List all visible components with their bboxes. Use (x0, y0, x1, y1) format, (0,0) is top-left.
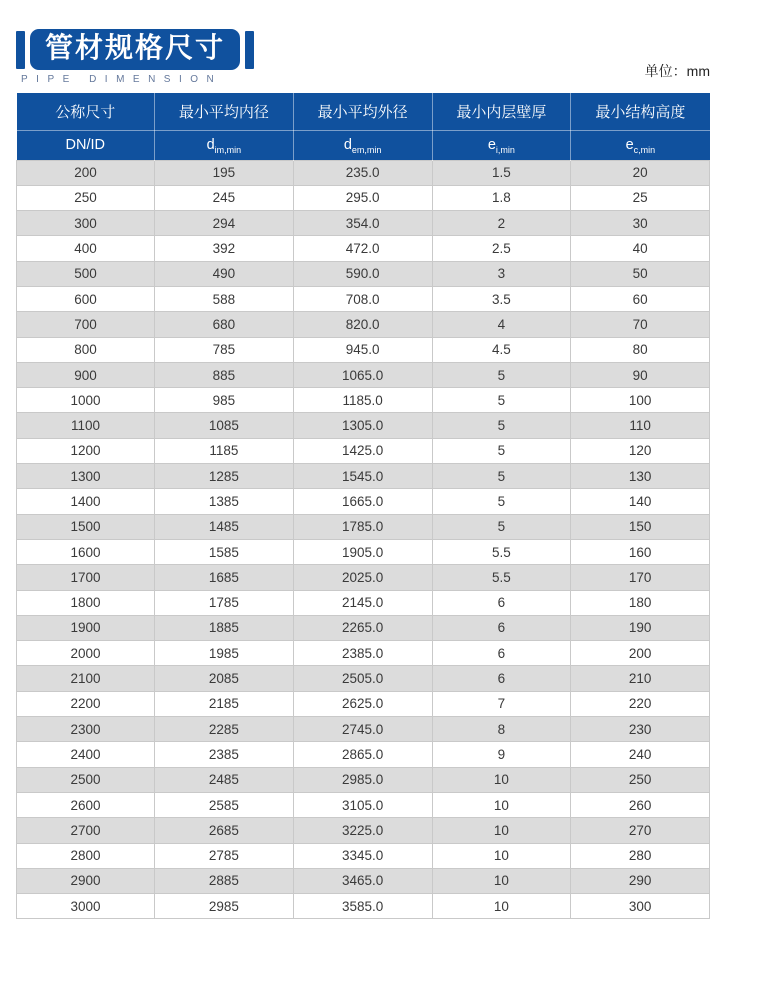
table-cell: 250 (17, 185, 155, 210)
table-cell: 1185 (155, 438, 294, 463)
table-row (17, 211, 710, 236)
table-row (17, 767, 710, 792)
table-row (17, 438, 710, 463)
table-cell: 150 (571, 514, 710, 539)
table-cell: 6 (432, 590, 571, 615)
table-cell: 1585 (155, 539, 294, 564)
table-cell: 2025.0 (293, 565, 432, 590)
table-cell: 2500 (17, 767, 155, 792)
table-cell: 170 (571, 565, 710, 590)
table-cell: 985 (155, 388, 294, 413)
table-cell: 294 (155, 211, 294, 236)
table-cell: 30 (571, 211, 710, 236)
content (16, 0, 710, 919)
table-row (17, 641, 710, 666)
table-cell: 800 (17, 337, 155, 362)
table-cell: 1685 (155, 565, 294, 590)
table-cell: 1305.0 (293, 413, 432, 438)
col-symbol-ec-min: $e_{c,min}$ (571, 130, 710, 160)
table-row (17, 818, 710, 843)
table-row (17, 160, 710, 185)
table-cell: 4 (432, 312, 571, 337)
table-cell: 1285 (155, 464, 294, 489)
table-cell: 820.0 (293, 312, 432, 337)
table-cell: 2265.0 (293, 615, 432, 640)
table-cell: 10 (432, 868, 571, 893)
table-cell: 7 (432, 691, 571, 716)
col-header-min-inner-wall: 最小内层壁厚 (432, 93, 571, 130)
table-cell: 3345.0 (293, 843, 432, 868)
table-cell: 2285 (155, 717, 294, 742)
table-cell: 1.8 (432, 185, 571, 210)
table-cell: 6 (432, 641, 571, 666)
table-cell: 2400 (17, 742, 155, 767)
table-cell: 392 (155, 236, 294, 261)
col-symbol-ei-min: $e_{i,min}$ (432, 130, 571, 160)
table-cell: 1100 (17, 413, 155, 438)
table-header (17, 93, 710, 160)
table-cell: 500 (17, 261, 155, 286)
table-cell: 600 (17, 286, 155, 311)
table-cell: 1885 (155, 615, 294, 640)
header-row-cn (17, 93, 710, 130)
table-cell: 2685 (155, 818, 294, 843)
table-cell: 1065.0 (293, 362, 432, 387)
col-header-min-inner-diameter: 最小平均内径 (155, 93, 294, 130)
table-cell: 100 (571, 388, 710, 413)
table-cell: 50 (571, 261, 710, 286)
table-cell: 2600 (17, 792, 155, 817)
table-cell: 2200 (17, 691, 155, 716)
table-cell: 5 (432, 388, 571, 413)
table-cell: 2085 (155, 666, 294, 691)
table-cell: 20 (571, 160, 710, 185)
table-cell: 235.0 (293, 160, 432, 185)
table-cell: 5 (432, 413, 571, 438)
table-cell: 80 (571, 337, 710, 362)
table-cell: 10 (432, 818, 571, 843)
table-row (17, 236, 710, 261)
table-row (17, 590, 710, 615)
table-cell: 1385 (155, 489, 294, 514)
table-body (17, 160, 710, 919)
table-cell: 270 (571, 818, 710, 843)
table-cell: 2700 (17, 818, 155, 843)
table-cell: 3000 (17, 894, 155, 919)
table-cell: 2745.0 (293, 717, 432, 742)
table-cell: 5 (432, 464, 571, 489)
table-row (17, 489, 710, 514)
table-cell: 8 (432, 717, 571, 742)
table-cell: 5 (432, 489, 571, 514)
table-row (17, 615, 710, 640)
table-cell: 5 (432, 362, 571, 387)
table-row (17, 717, 710, 742)
table-cell: 2.5 (432, 236, 571, 261)
table-cell: 1500 (17, 514, 155, 539)
table-cell: 1485 (155, 514, 294, 539)
table-cell: 590.0 (293, 261, 432, 286)
table-cell: 3585.0 (293, 894, 432, 919)
table-cell: 1400 (17, 489, 155, 514)
table-cell: 3.5 (432, 286, 571, 311)
table-cell: 3225.0 (293, 818, 432, 843)
table-cell: 9 (432, 742, 571, 767)
table-cell: 885 (155, 362, 294, 387)
table-cell: 195 (155, 160, 294, 185)
table-cell: 130 (571, 464, 710, 489)
table-cell: 2505.0 (293, 666, 432, 691)
table-cell: 10 (432, 894, 571, 919)
header-bar (16, 10, 710, 85)
table-cell: 120 (571, 438, 710, 463)
table-cell: 2385 (155, 742, 294, 767)
table-cell: 240 (571, 742, 710, 767)
table-cell: 5 (432, 514, 571, 539)
table-cell: 900 (17, 362, 155, 387)
table-cell: 110 (571, 413, 710, 438)
table-cell: 5 (432, 438, 571, 463)
table-cell: 945.0 (293, 337, 432, 362)
table-cell: 490 (155, 261, 294, 286)
table-row (17, 185, 710, 210)
table-cell: 2385.0 (293, 641, 432, 666)
table-cell: 1900 (17, 615, 155, 640)
table-cell: 680 (155, 312, 294, 337)
table-cell: 2785 (155, 843, 294, 868)
table-row (17, 742, 710, 767)
table-cell: 210 (571, 666, 710, 691)
col-header-min-outer-diameter: 最小平均外径 (293, 93, 432, 130)
table-cell: 1545.0 (293, 464, 432, 489)
table-cell: 1425.0 (293, 438, 432, 463)
table-cell: 6 (432, 666, 571, 691)
page-title (16, 29, 254, 85)
table-cell: 700 (17, 312, 155, 337)
table-cell: 1085 (155, 413, 294, 438)
table-cell: 2 (432, 211, 571, 236)
table-cell: 2000 (17, 641, 155, 666)
table-row (17, 286, 710, 311)
pipe-dimension-table (16, 93, 710, 919)
table-cell: 2625.0 (293, 691, 432, 716)
table-cell: 300 (17, 211, 155, 236)
table-cell: 3105.0 (293, 792, 432, 817)
table-cell: 10 (432, 767, 571, 792)
table-cell: 2885 (155, 868, 294, 893)
table-cell: 1600 (17, 539, 155, 564)
table-cell: 708.0 (293, 286, 432, 311)
table-cell: 10 (432, 843, 571, 868)
table-cell: 2100 (17, 666, 155, 691)
table-cell: 1700 (17, 565, 155, 590)
table-cell: 280 (571, 843, 710, 868)
title-text-cn: 管材规格尺寸 (45, 32, 226, 63)
header-row-symbols (17, 130, 710, 160)
table-cell: 1785 (155, 590, 294, 615)
table-cell: 2185 (155, 691, 294, 716)
table-cell: 10 (432, 792, 571, 817)
table-row (17, 843, 710, 868)
table-row (17, 362, 710, 387)
unit-label: 单位：mm (644, 63, 710, 79)
table-cell: 472.0 (293, 236, 432, 261)
table-row (17, 792, 710, 817)
table-cell: 354.0 (293, 211, 432, 236)
table-cell: 2300 (17, 717, 155, 742)
table-row (17, 337, 710, 362)
table-cell: 180 (571, 590, 710, 615)
table-cell: 1785.0 (293, 514, 432, 539)
table-cell: 2985 (155, 894, 294, 919)
col-header-nominal-size: 公称尺寸 (17, 93, 155, 130)
table-cell: 6 (432, 615, 571, 640)
table-cell: 290 (571, 868, 710, 893)
table-cell: 90 (571, 362, 710, 387)
title-right-bar (245, 31, 254, 69)
table-row (17, 539, 710, 564)
table-cell: 1200 (17, 438, 155, 463)
table-row (17, 312, 710, 337)
title-text-en: PIPE DIMENSION (21, 74, 223, 85)
table-cell: 4.5 (432, 337, 571, 362)
table-row (17, 691, 710, 716)
table-cell: 1300 (17, 464, 155, 489)
col-symbol-dnid: DN/ID (17, 130, 155, 160)
table-cell: 140 (571, 489, 710, 514)
table-cell: 2985.0 (293, 767, 432, 792)
title-badge (30, 29, 240, 70)
table-cell: 3 (432, 261, 571, 286)
table-cell: 190 (571, 615, 710, 640)
col-header-min-structure-height: 最小结构高度 (571, 93, 710, 130)
table-cell: 2485 (155, 767, 294, 792)
table-cell: 3465.0 (293, 868, 432, 893)
table-cell: 1000 (17, 388, 155, 413)
table-cell: 400 (17, 236, 155, 261)
table-row (17, 464, 710, 489)
table-cell: 1905.0 (293, 539, 432, 564)
table-row (17, 666, 710, 691)
table-row (17, 413, 710, 438)
table-cell: 300 (571, 894, 710, 919)
table-cell: 25 (571, 185, 710, 210)
table-cell: 260 (571, 792, 710, 817)
table-row (17, 565, 710, 590)
table-row (17, 868, 710, 893)
col-symbol-dim-min: $d_{im,min}$ (155, 130, 294, 160)
table-cell: 2145.0 (293, 590, 432, 615)
table-cell: 1185.0 (293, 388, 432, 413)
table-cell: 1665.0 (293, 489, 432, 514)
table-cell: 2865.0 (293, 742, 432, 767)
table-row (17, 261, 710, 286)
table-cell: 220 (571, 691, 710, 716)
table-cell: 160 (571, 539, 710, 564)
table-cell: 40 (571, 236, 710, 261)
table-row (17, 388, 710, 413)
table-cell: 70 (571, 312, 710, 337)
table-cell: 2800 (17, 843, 155, 868)
table-cell: 588 (155, 286, 294, 311)
table-cell: 1800 (17, 590, 155, 615)
table-cell: 60 (571, 286, 710, 311)
table-cell: 295.0 (293, 185, 432, 210)
table-cell: 2900 (17, 868, 155, 893)
title-row (16, 29, 254, 70)
table-cell: 785 (155, 337, 294, 362)
table-cell: 1.5 (432, 160, 571, 185)
title-left-bar (16, 31, 25, 69)
table-row (17, 514, 710, 539)
table-cell: 5.5 (432, 539, 571, 564)
col-symbol-dem-min: $d_{em,min}$ (293, 130, 432, 160)
table-cell: 2585 (155, 792, 294, 817)
table-cell: 245 (155, 185, 294, 210)
table-cell: 250 (571, 767, 710, 792)
table-cell: 200 (571, 641, 710, 666)
table-cell: 1985 (155, 641, 294, 666)
table-row (17, 894, 710, 919)
table-cell: 230 (571, 717, 710, 742)
table-cell: 5.5 (432, 565, 571, 590)
table-cell: 200 (17, 160, 155, 185)
